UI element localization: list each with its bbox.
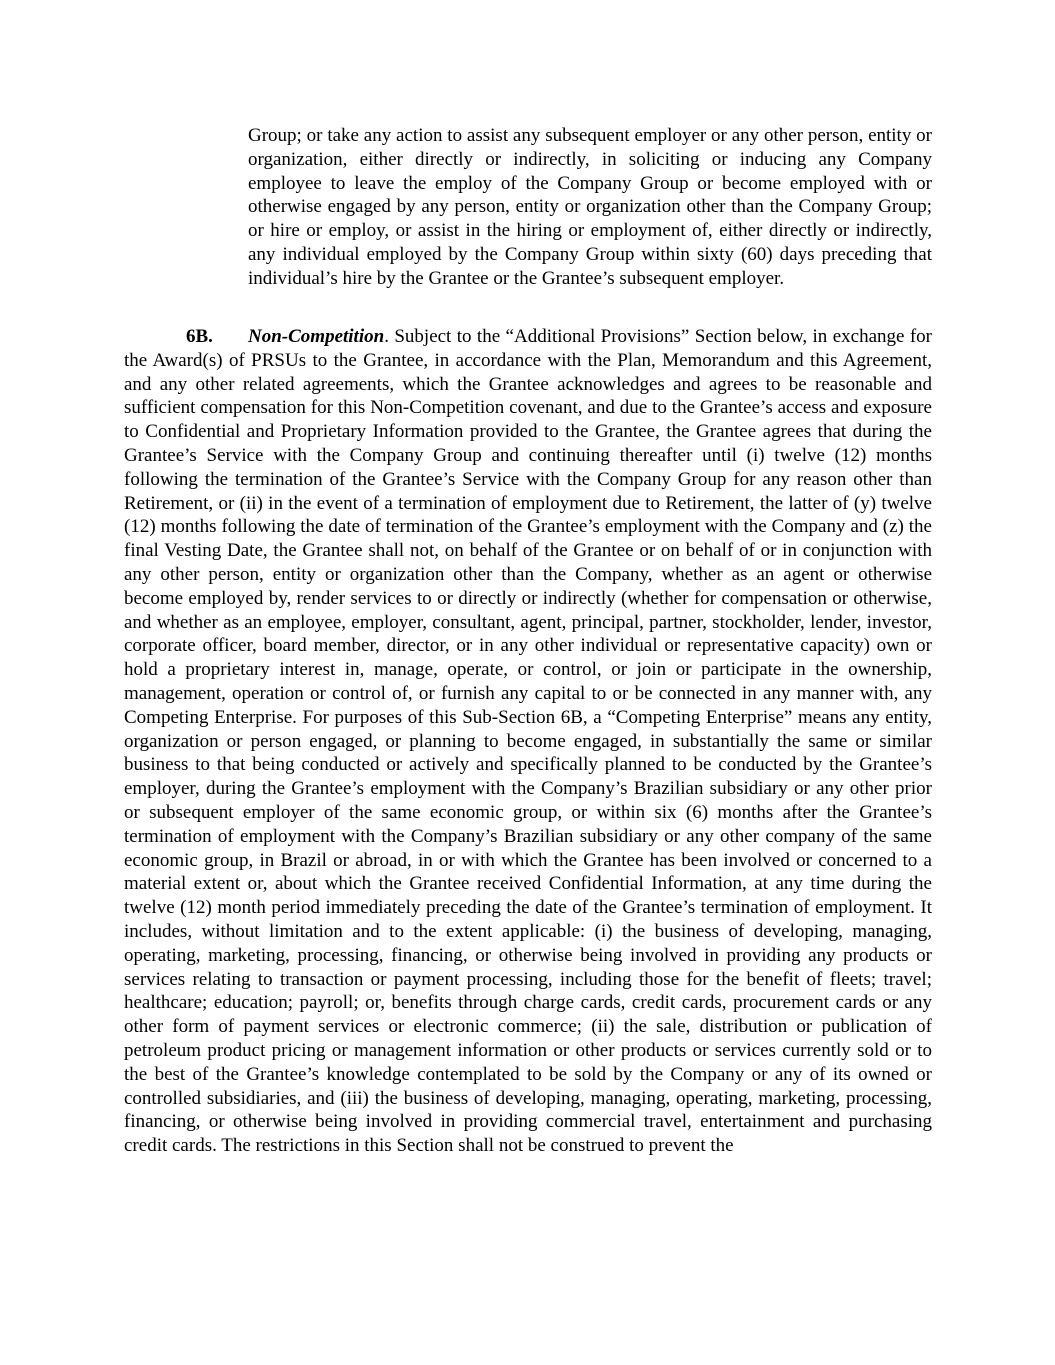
section-title: Non-Competition <box>248 326 385 347</box>
section-body: Subject to the “Additional Provisions” Section below, in exchange for the Award(s) of PRSUs to the Grantee, in accordance with the Plan, Memorandum and this Agreement, and any other related agreements, which the Grantee acknowledges and agrees to be reasonable and sufficient compensation for this Non-Competition covenant, and due to the Grantee’s access and exposure to Confidential and Proprietary Information provided to the Grantee, the Grantee agrees that during the Grantee’s Service with the Company Group and continuing thereafter until (i) twelve (12) months following the termination of the Grantee’s Service with the Company Group for any reason other than Retirement, or (ii) in the event of a termination of employment due to Retirement, the latter of (y) twelve (12) months following the date of termination of the Grantee’s employment with the Company and (z) the final Vesting Date, the Grantee shall not, on behalf of the Grantee or on behalf of or in conjunction with any other person, entity or organization other than the Company, whether as an agent or otherwise become employed by, render services to or directly or indirectly (whether for compensation or otherwise, and whether as an employee, employer, consultant, agent, principal, partner, stockholder, lender, investor, corporate officer, board member, director, or in any other individual or representative capacity) own or hold a proprietary interest in, manage, operate, or control, or join or participate in the ownership, management, operation or control of, or furnish any capital to or be connected in any manner with, any Competing Enterprise. For purposes of this Sub-Section 6B, a “Competing Enterprise” means any entity, organization or person engaged, or planning to become engaged, in substantially the same or similar business to that being conducted or actively and specifically planned to be conducted by the Grantee’s employer, during the Grantee’s employment with the Company’s Brazilian subsidiary or any other prior or subsequent employer of the same economic group, or within six (6) months after the Grantee’s termination of employment with the Company’s Brazilian subsidiary or any other company of the same economic group, in Brazil or abroad, in or with which the Grantee has been involved or concerned to a material extent or, about which the Grantee received Confidential Information, at any time during the twelve (12) month period immediately preceding the date of the Grantee’s termination of employment. It includes, without limitation and to the extent applicable: (i) the business of developing, managing, operating, marketing, processing, financing, or otherwise being involved in providing any products or services relating to transaction or payment processing, including those for the benefit of fleets; travel; healthcare; education; payroll; or, benefits through charge cards, credit cards, procurement cards or any other form of payment services or electronic commerce; (ii) the sale, distribution or publication of petroleum product pricing or management information or other products or services currently sold or to the best of the Grantee’s knowledge contemplated to be sold by the Company or any of its owned or controlled subsidiaries, and (iii) the business of developing, managing, operating, marketing, processing, financing, or otherwise being involved in providing commercial travel, entertainment and purchasing credit cards. The restrictions in this Section shall not be construed to prevent the <box>124 326 932 1157</box>
section-number: 6B. <box>186 326 213 347</box>
continuation-paragraph: Group; or take any action to assist any subsequent employer or any other person, entity or organization, either directly or indirectly, in soliciting or inducing any Company employee to leave the employ of the Company Group or become employed with or otherwise engaged by any person, entity or organization other than the Company Group; or hire or employ, or assist in the hiring or employment of, either directly or indirectly, any individual employed by the Company Group within sixty (60) days preceding that individual’s hire by the Grantee or the Grantee’s subsequent employer. <box>248 125 932 289</box>
section-title-period: . <box>384 326 389 347</box>
section-6b-paragraph <box>124 325 932 1158</box>
